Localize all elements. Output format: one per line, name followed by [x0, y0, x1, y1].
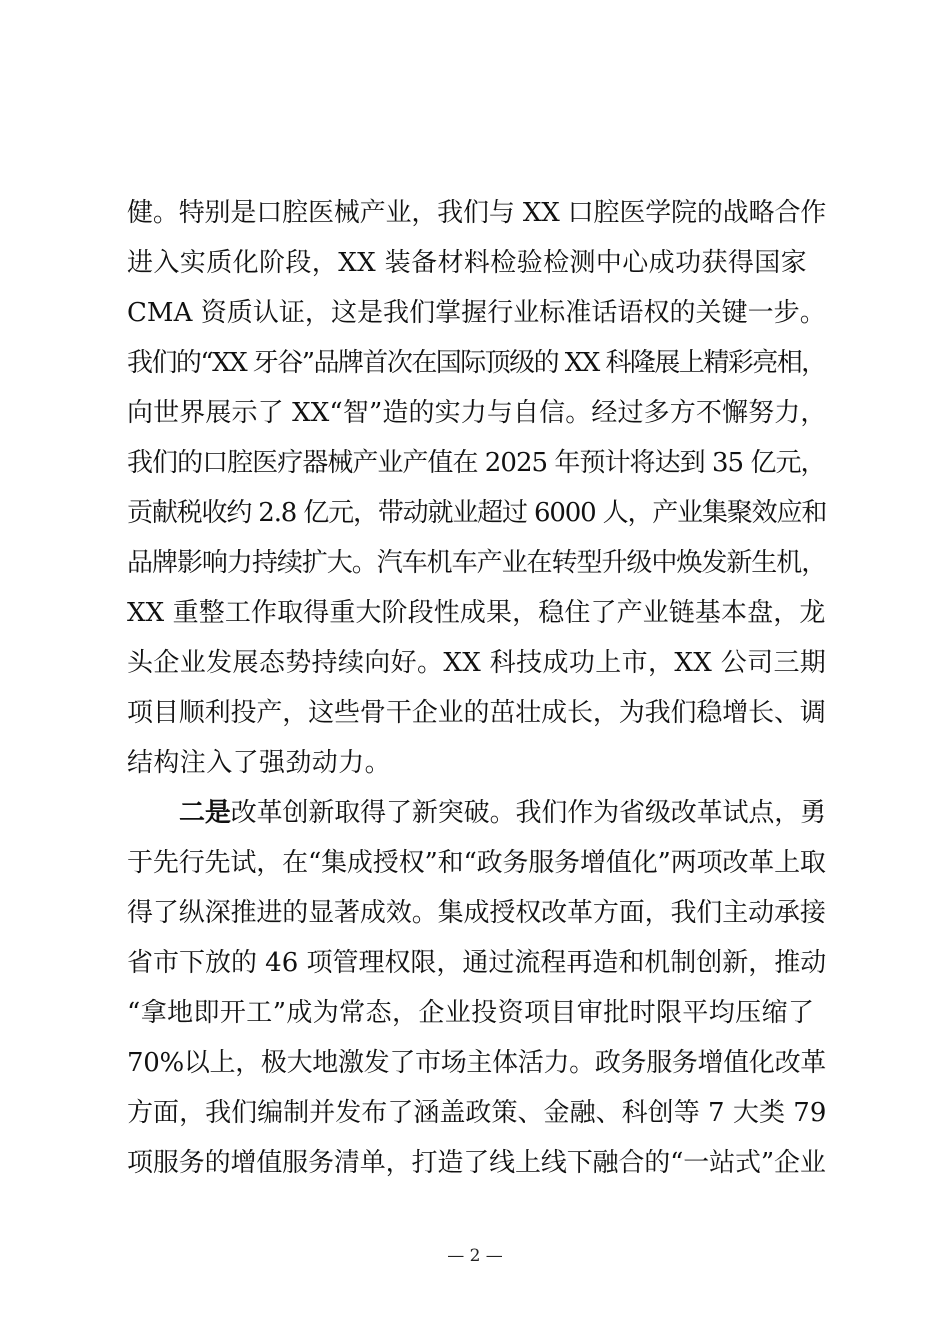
text-line: 方面，我们编制并发布了涵盖政策、金融、科创等 7 大类 79 — [127, 1098, 827, 1128]
text-line: 健。特别是口腔医械产业，我们与 XX 口腔医学院的战略合作 — [127, 198, 827, 228]
text-line: 贡献税收约 2.8 亿元，带动就业超过 6000 人，产业集聚效应和 — [127, 498, 827, 528]
text-line: 省市下放的 46 项管理权限，通过流程再造和机制创新，推动 — [127, 948, 827, 978]
section-lead: 二是 — [179, 798, 231, 828]
text-line: CMA 资质认证，这是我们掌握行业标准话语权的关键一步。 — [127, 298, 826, 328]
text-line: 项目顺利投产，这些骨干企业的茁壮成长，为我们稳增长、调 — [127, 698, 826, 728]
text-line: 得了纵深推进的显著成效。集成授权改革方面，我们主动承接 — [127, 898, 826, 928]
first-line-text: 改革创新取得了新突破。我们作为省级改革试点，勇 — [230, 798, 827, 828]
text-line: 品牌影响力持续扩大。汽车机车产业在转型升级中焕发新生机， — [127, 548, 827, 578]
text-line: 向世界展示了 XX“智”造的实力与自信。经过多方不懈努力， — [127, 398, 827, 428]
text-line: 于先行先试，在“集成授权”和“政务服务增值化”两项改革上取 — [127, 848, 826, 878]
text-line: 项服务的增值服务清单，打造了线上线下融合的“一站式”企业 — [127, 1148, 826, 1178]
text-line: 结构注入了强劲动力。 — [127, 748, 392, 778]
text-line: XX 重整工作取得重大阶段性成果，稳住了产业链基本盘，龙 — [127, 598, 826, 628]
text-line: “拿地即开工”成为常态，企业投资项目审批时限平均压缩了 — [127, 998, 815, 1028]
text-line: 头企业发展态势持续向好。XX 科技成功上市，XX 公司三期 — [127, 648, 827, 678]
text-line: 我们的口腔医疗器械产业产值在 2025 年预计将达到 35 亿元， — [127, 448, 826, 478]
text-line: 我们的“XX 牙谷”品牌首次在国际顶级的 XX 科隆展上精彩亮相， — [127, 348, 826, 378]
text-line: 70%以上，极大地激发了市场主体活力。政务服务增值化改革 — [127, 1048, 826, 1078]
text-line — [179, 788, 826, 838]
page-number: — 2 — — [447, 1246, 503, 1266]
text-line: 进入实质化阶段，XX 装备材料检验检测中心成功获得国家 — [127, 248, 808, 278]
